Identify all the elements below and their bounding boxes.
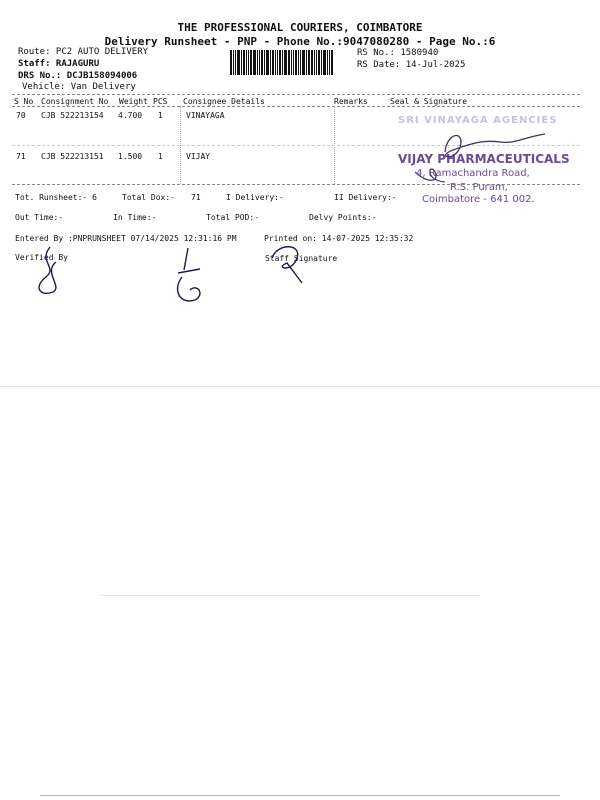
row-pcs: 1 bbox=[158, 111, 163, 120]
col-pcs: PCS bbox=[153, 97, 168, 106]
row-weight: 4.700 bbox=[118, 111, 143, 120]
stamp-name: VIJAY PHARMACEUTICALS bbox=[398, 152, 570, 166]
col-seal-signature: Seal & Signature bbox=[390, 97, 468, 106]
barcode-bar bbox=[248, 50, 249, 75]
row-sno: 70 bbox=[16, 111, 26, 120]
drs-number: DRS No.: DCJB158094006 bbox=[18, 71, 138, 81]
row-sno: 71 bbox=[16, 152, 26, 161]
barcode-bar bbox=[243, 50, 245, 75]
barcode-bar bbox=[308, 50, 310, 75]
barcode-bar bbox=[279, 50, 281, 75]
table-header-rule bbox=[12, 106, 580, 107]
barcode-bar bbox=[230, 50, 232, 75]
delvy-points-label: Delvy Points:- bbox=[309, 213, 377, 222]
barcode-bar bbox=[329, 50, 330, 75]
stamp-address-2: R.S. Puram, bbox=[450, 182, 508, 193]
barcode-bar bbox=[293, 50, 294, 75]
barcode-bar bbox=[300, 50, 301, 75]
barcode-bar bbox=[259, 50, 260, 75]
barcode-bar bbox=[237, 50, 240, 75]
col-weight: Weight bbox=[119, 97, 148, 106]
row-weight: 1.500 bbox=[118, 152, 143, 161]
barcode-bar bbox=[331, 50, 333, 75]
barcode-bar bbox=[291, 50, 292, 75]
barcode-bar bbox=[241, 50, 242, 75]
col-sno: S No bbox=[14, 97, 34, 106]
row-pcs: 1 bbox=[158, 152, 163, 161]
barcode-bar bbox=[261, 50, 263, 75]
row-consignee: VINAYAGA bbox=[186, 111, 225, 120]
scan-streak bbox=[100, 595, 480, 596]
total-dox-label: Total Dox:- bbox=[122, 193, 175, 202]
barcode-bar bbox=[264, 50, 265, 75]
scan-streak bbox=[40, 795, 560, 796]
route-label: Route: PC2 AUTO DELIVERY bbox=[18, 47, 149, 57]
verified-by-label: Verified By bbox=[15, 253, 68, 262]
second-signature bbox=[170, 245, 215, 310]
barcode-bar bbox=[284, 50, 287, 75]
verifier-signature bbox=[28, 242, 78, 302]
barcode bbox=[230, 50, 352, 75]
stamp-signature bbox=[405, 122, 555, 202]
barcode-bar bbox=[321, 50, 322, 75]
stamp-address-3: Coimbatore - 641 002. bbox=[422, 194, 535, 205]
in-time-label: In Time:- bbox=[113, 213, 157, 222]
barcode-bar bbox=[323, 50, 326, 75]
barcode-bar bbox=[311, 50, 313, 75]
i-delivery-label: I Delivery:- bbox=[226, 193, 284, 202]
barcode-bar bbox=[302, 50, 305, 75]
total-runsheet: Tot. Runsheet:- 6 bbox=[15, 193, 97, 202]
row-consignee: VIJAY bbox=[186, 152, 211, 161]
entered-by: Entered By :PNPRUNSHEET 07/14/2025 12:31:16 PM bbox=[15, 234, 237, 243]
col-remarks: Remarks bbox=[334, 97, 368, 106]
company-title: THE PROFESSIONAL COURIERS, COIMBATORE bbox=[177, 21, 423, 34]
rs-number: RS No.: 1580940 bbox=[357, 48, 439, 58]
table-top-rule bbox=[12, 94, 580, 95]
barcode-bar bbox=[250, 50, 252, 75]
runsheet-subtitle: Delivery Runsheet - PNP - Phone No.:9047080280 - Page No.:6 bbox=[104, 35, 496, 48]
barcode-bar bbox=[295, 50, 297, 75]
barcode-bar bbox=[277, 50, 278, 75]
barcode-bar bbox=[235, 50, 236, 75]
col-consignment: Consignment No bbox=[41, 97, 109, 106]
total-pod-label: Total POD:- bbox=[206, 213, 259, 222]
barcode-bar bbox=[327, 50, 328, 75]
staff-signature-label: Staff Signature bbox=[265, 254, 338, 263]
barcode-bar bbox=[270, 50, 271, 75]
stamp-faded-line: SRI VINAYAGA AGENCIES bbox=[398, 115, 558, 126]
ii-delivery-label: II Delivery:- bbox=[334, 193, 397, 202]
barcode-bar bbox=[288, 50, 290, 75]
barcode-bar bbox=[233, 50, 234, 75]
barcode-bar bbox=[257, 50, 258, 75]
barcode-bar bbox=[253, 50, 256, 75]
barcode-bar bbox=[314, 50, 315, 75]
staff-label: Staff: RAJAGURU bbox=[18, 59, 100, 69]
barcode-bar bbox=[282, 50, 283, 75]
row-consignment: CJB 522213154 bbox=[41, 111, 104, 120]
printed-on: Printed on: 14-07-2025 12:35:32 bbox=[264, 234, 414, 243]
barcode-bar bbox=[275, 50, 276, 75]
barcode-bar bbox=[272, 50, 274, 75]
col-consignee: Consignee Details bbox=[183, 97, 265, 106]
barcode-bar bbox=[306, 50, 307, 75]
row-consignment: CJB 522213151 bbox=[41, 152, 104, 161]
barcode-bar bbox=[318, 50, 320, 75]
barcode-bar bbox=[298, 50, 299, 75]
total-dox-value: 71 bbox=[191, 193, 201, 202]
barcode-bar bbox=[246, 50, 247, 75]
vehicle-label: Vehicle: Van Delivery bbox=[22, 82, 136, 92]
stamp-address-1: 4, Ramachandra Road, bbox=[416, 168, 530, 179]
out-time-label: Out Time:- bbox=[15, 213, 64, 222]
staff-signature bbox=[262, 238, 312, 288]
barcode-bar bbox=[316, 50, 317, 75]
barcode-bar bbox=[266, 50, 269, 75]
scan-streak bbox=[0, 386, 600, 387]
rs-date: RS Date: 14-Jul-2025 bbox=[357, 60, 466, 70]
